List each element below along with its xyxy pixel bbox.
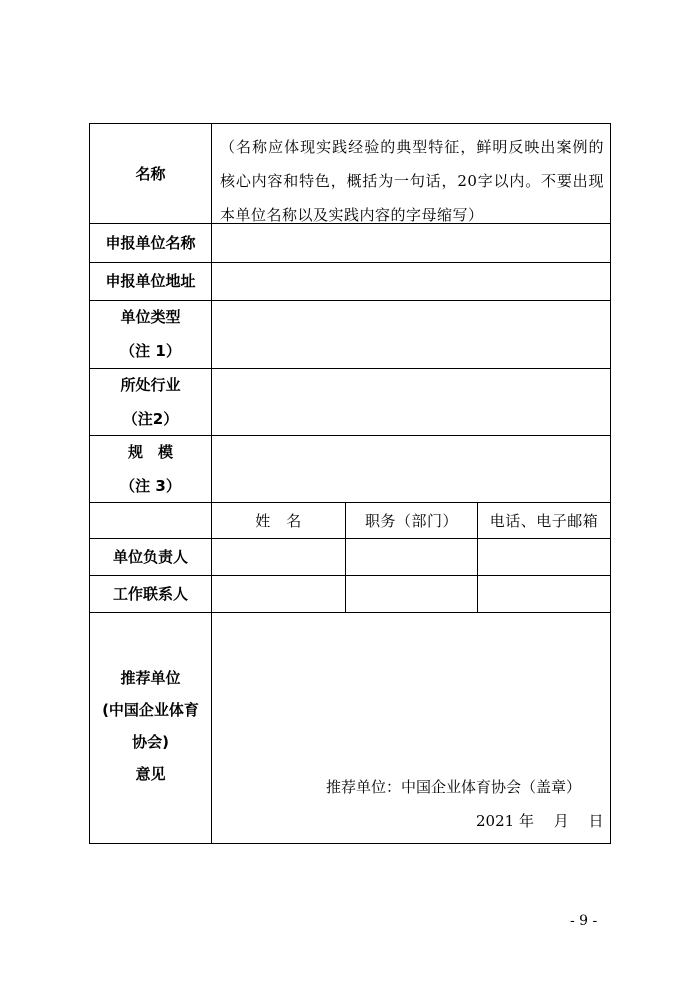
name-label: 名称 bbox=[135, 164, 166, 183]
unit-type-field[interactable] bbox=[212, 300, 610, 368]
work-contact-label: 工作联系人 bbox=[112, 584, 188, 603]
work-contact-contact-field[interactable] bbox=[478, 575, 610, 612]
scale-label bbox=[90, 435, 211, 502]
contact-header-name: 姓 名 bbox=[255, 511, 302, 530]
industry-label-text: 所处行业 bbox=[120, 375, 181, 394]
recommender-line: 意见 bbox=[135, 765, 166, 783]
name-hint-text[interactable]: （名称应体现实践经验的典型特征，鲜明反映出案例的核心内容和特色，概括为一句话，20字以内。不要出现本单位名称以及实践内容的字母缩写） bbox=[220, 138, 604, 224]
contact-header-position: 职务（部门） bbox=[364, 511, 458, 530]
industry-note: （注2） bbox=[122, 409, 179, 428]
unit-type-note: （注 1） bbox=[120, 342, 181, 360]
applicant-address-field[interactable] bbox=[212, 262, 610, 300]
contact-header-phone-email: 电话、电子邮箱 bbox=[489, 511, 599, 530]
unit-type-label-text: 单位类型 bbox=[120, 308, 181, 326]
recommender-line: 协会) bbox=[132, 733, 169, 751]
scale-label-text: 规 模 bbox=[127, 442, 173, 461]
scale-field[interactable] bbox=[212, 435, 610, 502]
industry-label bbox=[90, 368, 211, 435]
work-contact-position-field[interactable] bbox=[346, 575, 477, 612]
industry-field[interactable] bbox=[212, 368, 610, 435]
unit-head-label: 单位负责人 bbox=[112, 547, 188, 566]
unit-head-name-field[interactable] bbox=[212, 538, 345, 575]
applicant-address-label: 申报单位地址 bbox=[105, 272, 196, 290]
recommender-seal-text: 推荐单位：中国企业体育协会（盖章） bbox=[326, 778, 582, 796]
recommender-date-text: 2021 年 月 日 bbox=[476, 812, 604, 830]
applicant-name-label: 申报单位名称 bbox=[105, 233, 196, 252]
scale-note: （注 3） bbox=[120, 476, 181, 495]
recommender-opinion-field[interactable] bbox=[212, 612, 610, 844]
unit-head-position-field[interactable] bbox=[346, 538, 477, 575]
application-form bbox=[89, 123, 611, 844]
unit-head-contact-field[interactable] bbox=[478, 538, 610, 575]
recommender-label bbox=[90, 612, 211, 844]
applicant-name-field[interactable] bbox=[212, 223, 610, 262]
unit-type-label bbox=[90, 300, 211, 368]
page-number: - 9 - bbox=[570, 913, 598, 929]
recommender-line: 推荐单位 bbox=[120, 669, 181, 687]
recommender-line: (中国企业体育 bbox=[102, 701, 199, 719]
work-contact-name-field[interactable] bbox=[212, 575, 345, 612]
